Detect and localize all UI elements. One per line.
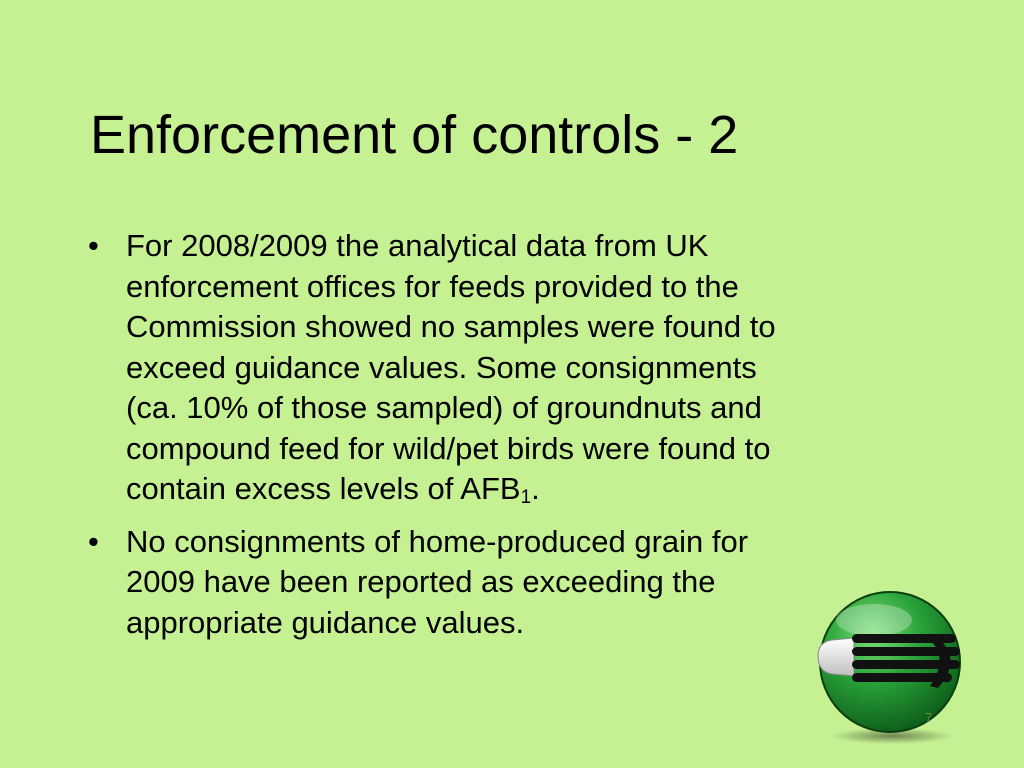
bullet-line: appropriate guidance values. bbox=[126, 604, 525, 640]
bullet-line bbox=[126, 469, 948, 510]
bullet-line: compound feed for wild/pet birds were found to bbox=[126, 430, 771, 466]
bullet-line: enforcement offices for feeds provided to the bbox=[126, 268, 739, 304]
bullet-text bbox=[126, 226, 948, 510]
subscript: 1 bbox=[520, 487, 532, 508]
slide-title: Enforcement of controls - 2 bbox=[90, 105, 739, 165]
bullet-line-prefix: contain excess levels of AFB bbox=[126, 471, 521, 506]
page-number: 7 bbox=[925, 710, 933, 725]
bullet-line-suffix: . bbox=[531, 471, 540, 506]
bullet-item bbox=[88, 226, 948, 510]
bullet-line: No consignments of home-produced grain for bbox=[126, 523, 749, 559]
bullet-line: For 2008/2009 the analytical data from UK bbox=[126, 228, 709, 263]
bullet-marker: • bbox=[88, 228, 99, 263]
bullet-line: 2009 have been reported as exceeding the bbox=[126, 564, 716, 599]
bullet-line: Commission showed no samples were found to bbox=[126, 309, 776, 344]
bullet-marker: • bbox=[88, 523, 99, 559]
bullet-line: exceed guidance values. Some consignments bbox=[126, 349, 757, 385]
bullet-line: (ca. 10% of those sampled) of groundnuts and bbox=[126, 390, 762, 425]
fork-globe-icon bbox=[812, 590, 972, 750]
